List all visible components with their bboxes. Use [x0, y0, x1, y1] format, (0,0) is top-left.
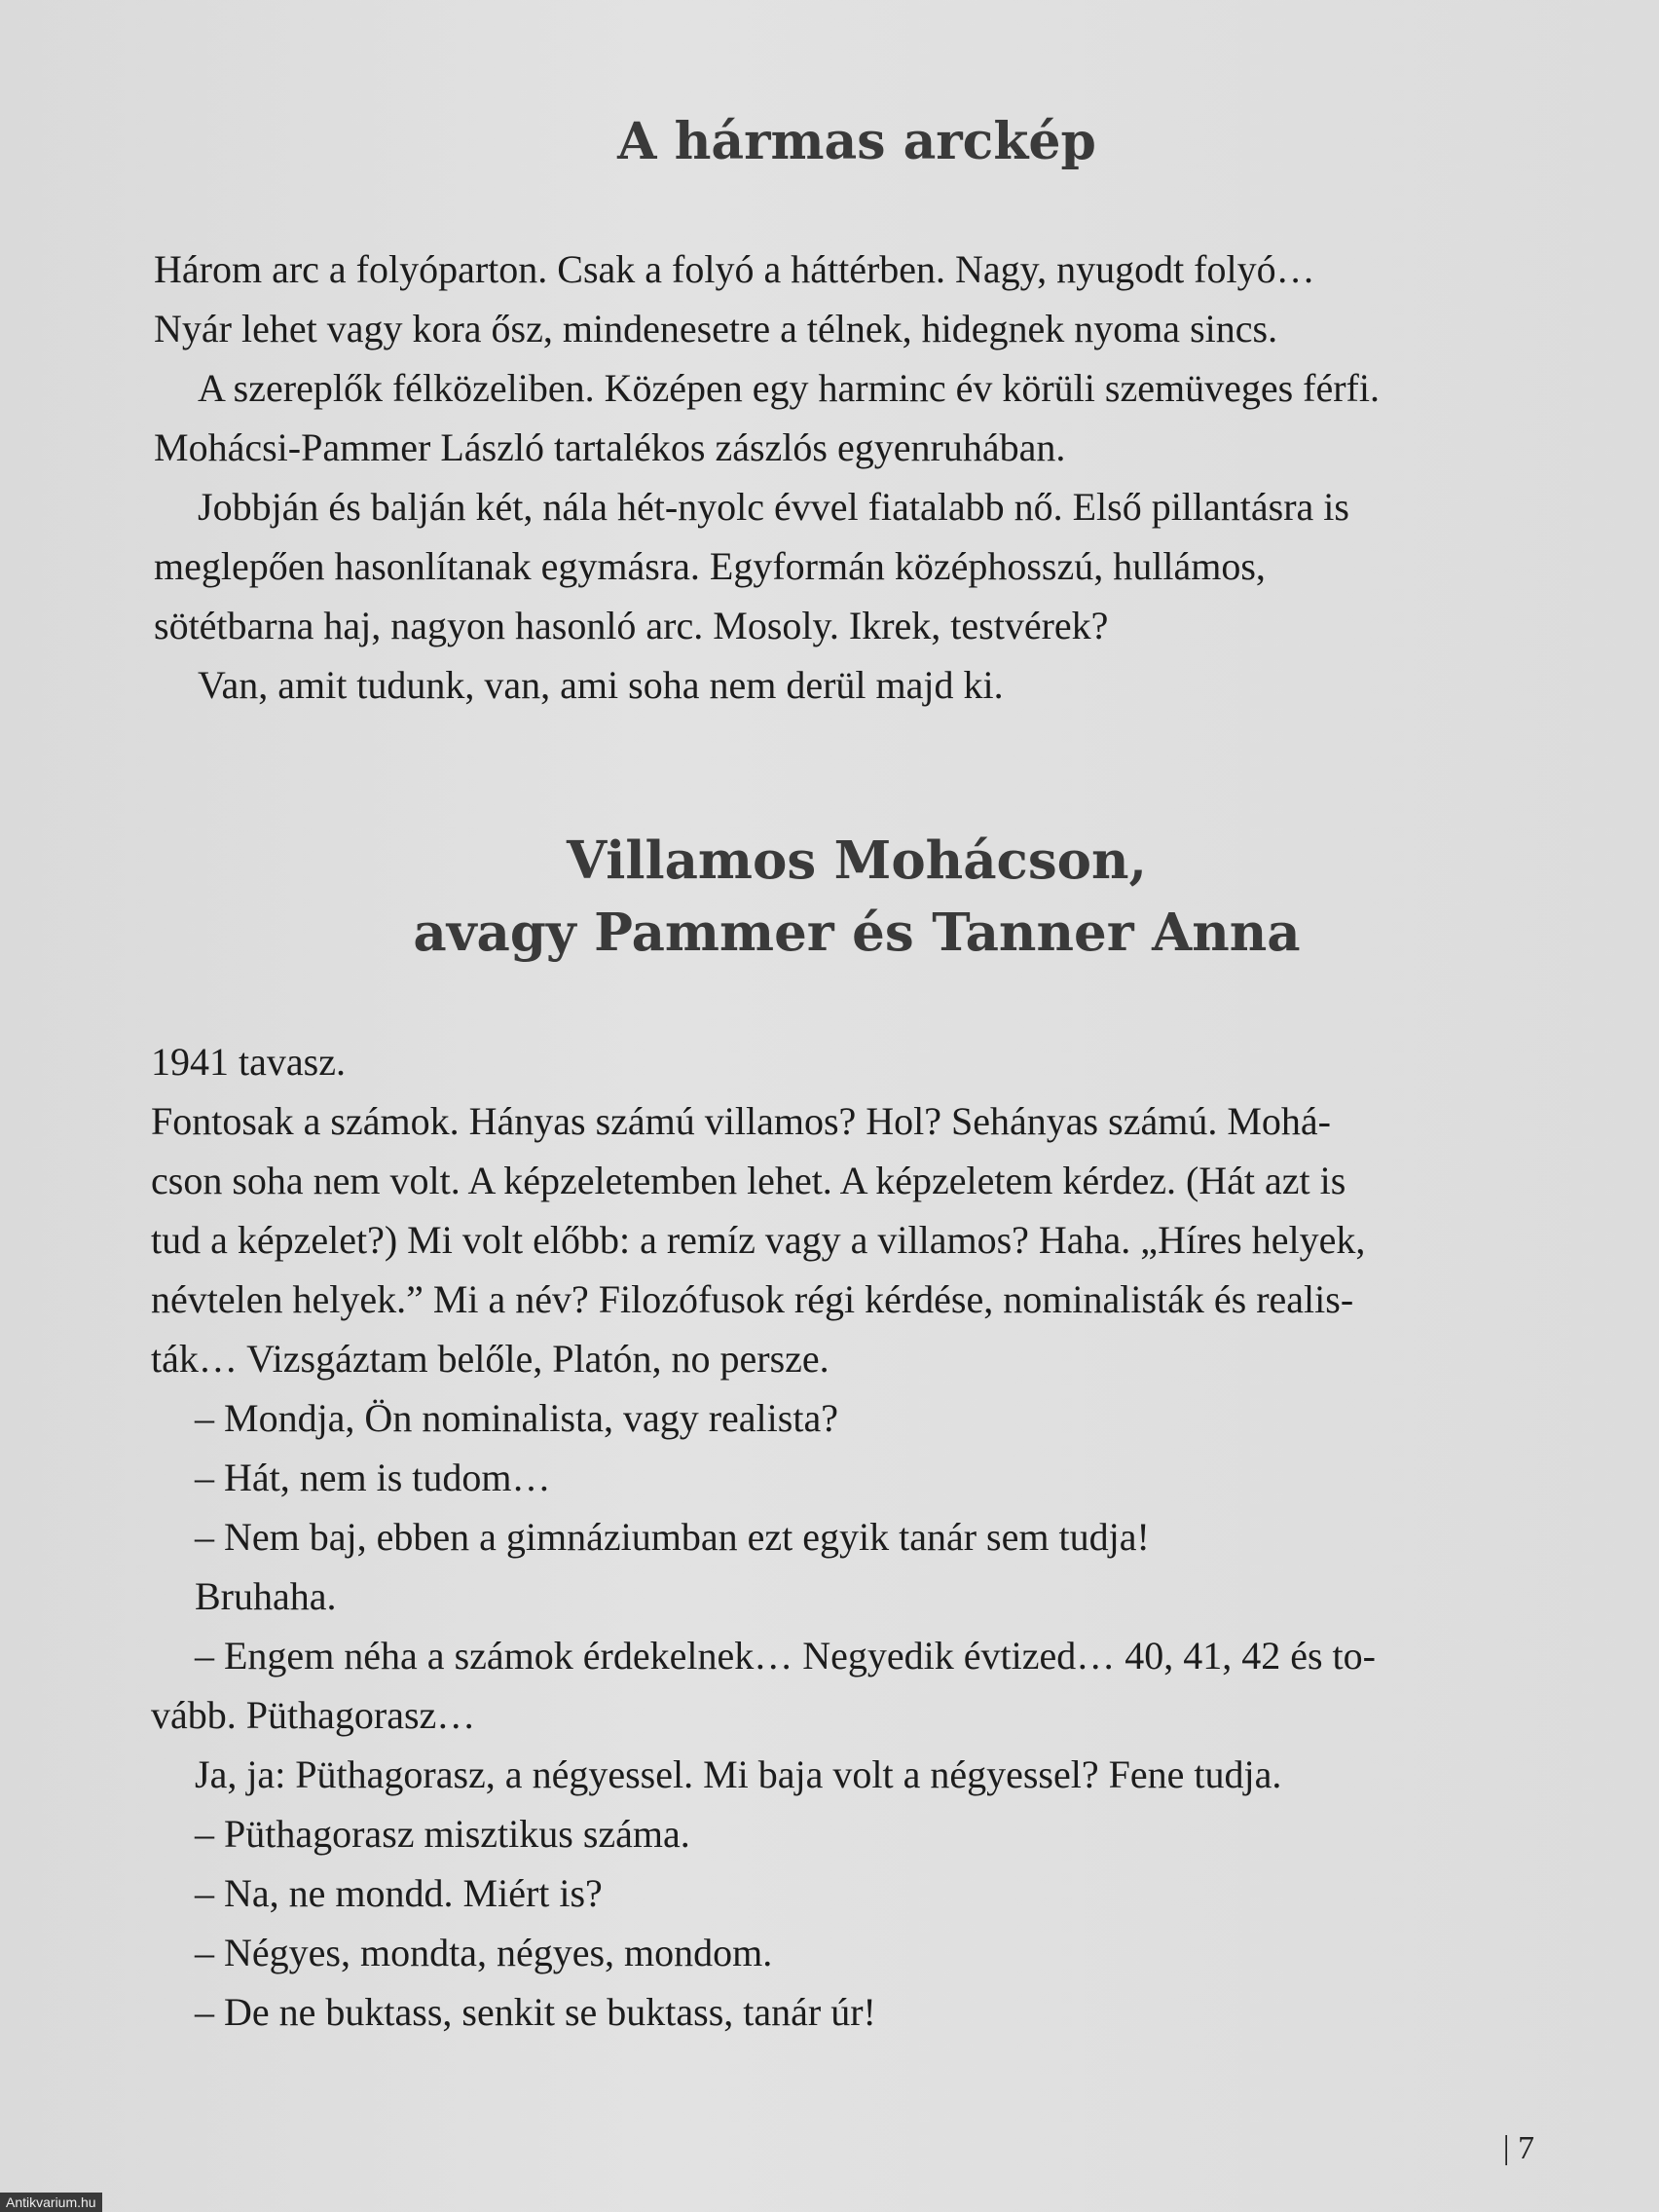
paragraph-line: Nyár lehet vagy kora ősz, mindenesetre a télnek, hidegnek nyoma sincs. [154, 307, 1278, 350]
paragraph-line: cson soha nem volt. A képzeletemben lehet. A képzeletem kérdez. (Hát azt is [151, 1159, 1346, 1202]
paragraph-line: Három arc a folyóparton. Csak a folyó a háttérben. Nagy, nyugodt folyó… [154, 247, 1315, 291]
dialogue-line: – De ne buktass, senkit se buktass, tanár úr! [195, 1990, 876, 2034]
paragraph-line: sötétbarna haj, nagyon hasonló arc. Mosoly. Ikrek, testvérek? [154, 604, 1109, 647]
dialogue-line: – Engem néha a számok érdekelnek… Negyedik évtized… 40, 41, 42 és to- [195, 1634, 1376, 1677]
paragraph-line: vább. Püthagorasz… [151, 1693, 476, 1737]
paragraph-line: névtelen helyek.” Mi a név? Filozófusok régi kérdése, nominalisták és realis- [151, 1277, 1354, 1321]
section1-body [154, 240, 1560, 715]
page-number: | 7 [1502, 2130, 1534, 2166]
paragraph-line: Fontosak a számok. Hányas számú villamos? Hol? Sehányas számú. Mohá- [151, 1099, 1331, 1143]
dialogue-line: – Püthagorasz misztikus száma. [195, 1812, 690, 1856]
dialogue-line: – Nem baj, ebben a gimnáziumban ezt egyik tanár sem tudja! [195, 1515, 1150, 1559]
paragraph-line: A szereplők félközeliben. Középen egy harminc év körüli szemüveges férfi. [198, 366, 1380, 410]
paragraph-line: Van, amit tudunk, van, ami soha nem derül majd ki. [198, 663, 1004, 707]
paragraph-line: Bruhaha. [195, 1574, 337, 1618]
section-title-villamos-line2: avagy Pammer és Tanner Anna [413, 903, 1301, 963]
paragraph-line: tud a képzelet?) Mi volt előbb: a remíz vagy a villamos? Haha. „Híres helyek, [151, 1218, 1366, 1262]
section-title-harmas-arckep: A hármas arckép [617, 112, 1096, 171]
dialogue-line: – Négyes, mondta, négyes, mondom. [195, 1931, 773, 1974]
section-title-villamos-line1: Villamos Mohácson, [567, 830, 1147, 891]
paragraph-line: Mohácsi-Pammer László tartalékos zászlós egyenruhában. [154, 425, 1066, 469]
watermark: Antikvarium.hu [0, 2193, 102, 2212]
section2-body [151, 1032, 1557, 2042]
dialogue-line: – Hát, nem is tudom… [195, 1456, 551, 1499]
dialogue-line: – Na, ne mondd. Miért is? [195, 1871, 603, 1915]
paragraph-line: meglepően hasonlítanak egymásra. Egyformán középhosszú, hullámos, [154, 544, 1266, 588]
paragraph-line: 1941 tavasz. [151, 1040, 346, 1084]
dialogue-line: – Mondja, Ön nominalista, vagy realista? [195, 1396, 838, 1440]
paragraph-line: ták… Vizsgáztam belőle, Platón, no persze. [151, 1337, 830, 1381]
paragraph-line: Jobbján és balján két, nála hét-nyolc évvel fiatalabb nő. Első pillantásra is [198, 485, 1349, 529]
paragraph-line: Ja, ja: Püthagorasz, a négyessel. Mi baja volt a négyessel? Fene tudja. [195, 1752, 1282, 1796]
